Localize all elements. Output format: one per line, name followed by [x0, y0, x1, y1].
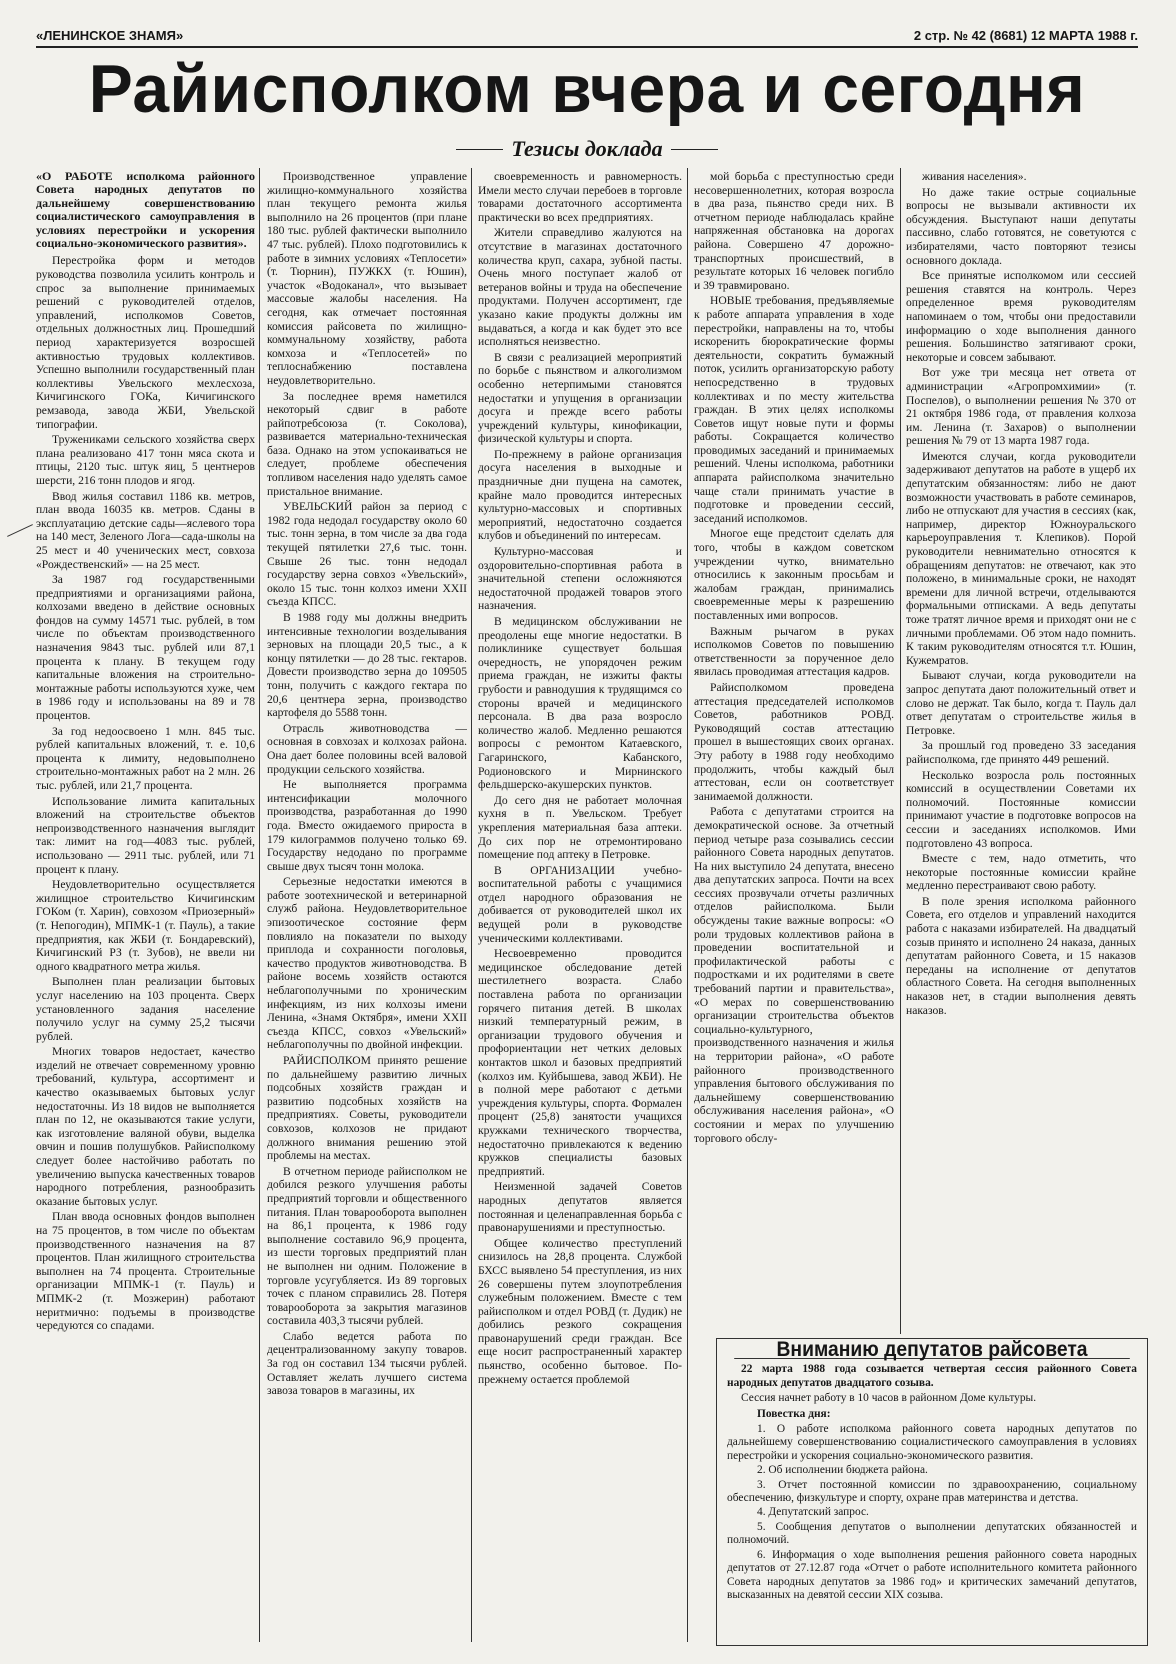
- article-paragraph: Все принятые исполкомом или сессией решения ставятся на контроль. Через определенное время руководителям напоминаем о том, чтобы они предоставили информацию о ходе выполнения данного решения. Большинство затягивают сроки, некоторые и совсем забывают.: [906, 269, 1136, 364]
- column-paragraphs: [694, 170, 894, 1145]
- article-paragraph: Несвоевременно проводится медицинское обследование детей шестилетнего возраста. Слабо поставлена работа по организации горячего питания детей. В школах низкий температурный режим, в организации трудового обучения и профориентации нет четких деловых контактов школ и базовых предприятий (колхоз им. Куйбышева, завод ЖБИ). Не в полной мере работают с детьми учреждения культуры, спорта. Формален процент (25,8) занятости учащихся кружками технического творчества, недостаточно привлекаются к ведению кружков специалисты базовых предприятий.: [478, 947, 682, 1178]
- article-paragraph: Несколько возросла роль постоянных комиссий в осуществлении Советами их полномочий. Постоянные комиссии принимают участие в подготовке вопросов на сессии и заседаниях исполкомов. Ими подготовлено 43 вопроса.: [906, 768, 1136, 850]
- column-divider: [687, 168, 688, 1642]
- article-paragraph: В связи с реализацией мероприятий по борьбе с пьянством и алкоголизмом особенно нетерпимыми становятся недостатки и упущения в организации досуга и прежде всего работы учреждений культуры, кинофикации, физической культуры и спорта.: [478, 350, 682, 446]
- article-paragraph: Выполнен план реализации бытовых услуг населению на 103 процента. Сверх установленного задания население получило услуг на сумму 25,2 тысячи рублей.: [36, 975, 255, 1043]
- article-paragraph: Отрасль животноводства — основная в совхозах и колхозах района. Она дает более половины всей валовой продукции сельского хозяйства.: [267, 721, 467, 776]
- column-paragraphs: [36, 254, 255, 1332]
- article-paragraph: Жители справедливо жалуются на отсутствие в магазинах достаточного количества круп, сахара, зубной пасты. Очень много поступает жалоб от ветеранов войны и труда на обеспечение продуктами. Получен ассортимент, где указано какие продукты должны им выдаваться, а когда и как будет это все исполняться неизвестно.: [478, 226, 682, 349]
- agenda-item: 6. Информация о ходе выполнения решения районного совета народных депутатов от 27.12.87 года «Отчет о работе исполнительного комитета районного Совета народных депутатов за 1986 год» и критических замечаний депутатов, высказанных на девятой сессии XIX созыва.: [727, 1548, 1137, 1601]
- article-paragraph: Тружениками сельского хозяйства сверх плана реализовано 417 тонн мяса скота и птицы, 2120 тыс. штук яиц, 5 центнеров шерсти, 216 тонн плодов и ягод.: [36, 433, 255, 487]
- article-paragraph: Слабо ведется работа по децентрализованному закупу товаров. За год он составил 134 тысячи рублей. Оставляет желать лучшего система завоза товаров в магазины, их: [267, 1329, 467, 1398]
- article-paragraph: Производственное управление жилищно-коммунального хозяйства план текущего ремонта жилья выполнило на 26 процентов (при плане 180 тыс. рублей фактически выполнило 47 тыс. рублей). Плохо подготовились к работе в зимних условиях «Теплосети» (т. Тюрнин), ПУЖКХ (т. Юшин), участок «Водоканал», что вызывает массовые жалобы населения. На сегодня, как отмечает постоянная комиссия райсовета по жилищно-коммунальному хозяйству, работа комхоза и «Теплосетей» по теплоснабжению поставлена неудовлетворительно.: [267, 170, 467, 387]
- headline: Райисполком вчера и сегодня: [88, 51, 1086, 127]
- article-paragraph: Не выполняется программа интенсификации молочного производства, разработанная до 1990 года. Вместо ожидаемого прироста в 179 килограммов получено только 69. Государству недодано по программе свыше двух тысяч тонн молока.: [267, 778, 467, 873]
- notice-body: [717, 1359, 1147, 1607]
- article-paragraph: Многое еще предстоит сделать для того, чтобы в каждом советском учреждении чутко, внимательно относились к законным просьбам и жалобам граждан, принимались своевременные меры к разрешению поставленных ими вопросов.: [694, 527, 894, 622]
- article-paragraph: В ОРГАНИЗАЦИИ учебно-воспитательной работы с учащимися отдел народного образования не добивается от руководителей школ их ведущей роли в руководстве ученическими коллективами.: [478, 863, 682, 945]
- article-paragraph: Культурно-массовая и оздоровительно-спортивная работа в значительной степени осложняются недостаточной продажей товаров этого назначения.: [478, 545, 682, 613]
- article-column-2: [267, 170, 467, 1640]
- notice-intro: 22 марта 1988 года созывается четвертая сессия районного Совета народных депутатов двадцатого созыва.: [727, 1363, 1137, 1389]
- article-paragraph: УВЕЛЬСКИЙ район за период с 1982 года недодал государству около 60 тыс. тонн зерна, в том числе за два года текущей пятилетки 27,6 тыс. тонн. Свыше 26 тыс. тонн недодал государству зерна совхоз «Увельский», около 15 тыс. тонн колхоз имени XXII съезда КПСС.: [267, 500, 467, 609]
- article-paragraph: Имеются случаи, когда руководители задерживают депутатов на работе в ущерб их депутатским обязанностям: либо не дают возможности участвовать в работе семинаров, либо не отпускают для участия в сессиях (как, например, директор Южноуральского карьероуправления т. Клепиков). Порой руководители невнимательно относятся к обращениям депутатов: не отвечают, как это положено, в минимальные сроки, не находят времени для личной встречи, отделываются формальными отписками. А ведь депутаты тоже тратят личное время и приходят они не с личными проблемами. Об этом надо помнить. К таким руководителям относятся т.т. Юшин, Кужемратов.: [906, 449, 1136, 667]
- masthead: [36, 28, 1138, 48]
- agenda-item: 5. Сообщения депутатов о выполнении депутатских обязанностей и полномочий.: [727, 1520, 1137, 1547]
- article-paragraph: За прошлый год проведено 33 заседания райисполкома, где принято 449 решений.: [906, 739, 1136, 766]
- subhead: [36, 137, 1138, 161]
- article-paragraph: Неизменной задачей Советов народных депутатов является постоянная и целенаправленная борьба с правонарушениями и преступностью.: [478, 1180, 682, 1235]
- article-paragraph: Работа с депутатами строится на демократической основе. За отчетный период четыре раза созывались сессии районного Совета народных депутатов. На них выступило 24 депутата, внесено два депутатских запроса. Почти на всех сессиях прозвучали отчеты различных отделов райисполкома. Были обсуждены такие важные вопросы: «О роли трудовых коллективов района в проведении воспитательной и профилактической работы с подростками и их родителями в свете требований партии и правительства», «О мерах по совершенствованию организации строительства объектов социально-культурного, производственного назначения и жилья на территории района», «О работе районного производственного управления бытового обслуживания по дальнейшему совершенствованию обслуживания населения района», «О состоянии и мерах по улучшению торгового обслу-: [694, 805, 894, 1145]
- notice-title: Вниманию депутатов райсовета: [734, 1339, 1130, 1359]
- article-paragraph: Неудовлетворительно осуществляется жилищное строительство Кичигинским ГОКом (т. Харин), совхозом «Приозерный» (т. Непогодин), МПМК-1 (т. Пауль), а такие предприятия, как ЖБИ (т. Бондаревский), Кичигинский РЗ (т. Зубов), не ввели ни одного квадратного метра жилья.: [36, 878, 255, 973]
- article-paragraph: За год недоосвоено 1 млн. 845 тыс. рублей капитальных вложений, т. е. 10,6 процента к лимиту, недовыполнено строительно-монтажных работ на 2 млн. 26 тыс. рублей, или 21,7 процента.: [36, 724, 255, 792]
- article-paragraph: мой борьба с преступностью среди несовершеннолетних, которая возросла в два раза, пьянство среди них. В отчетном периоде наблюдалась крайне напряженная обстановка на дорогах района. Совершено 47 дорожно-транспортных происшествий, в результате которых 16 человек погибло и 39 травмировано.: [694, 170, 894, 292]
- agenda-title: Повестка дня:: [757, 1407, 831, 1420]
- article-paragraph: РАЙИСПОЛКОМ принято решение по дальнейшему развитию личных подсобных хозяйств граждан и развитию подсобных хозяйств на предприятиях. Советы, руководители совхозов, колхозов не придают должного внимания решению этой проблемы на местах.: [267, 1054, 467, 1163]
- article-paragraph: Вот уже три месяца нет ответа от администрации «Агропромхимии» (т. Поспелов), о выполнении решения № 370 от 21 октября 1986 года, от правления колхоза им. Ленина (т. Захаров) о выполнении решения № 79 от 13 марта 1987 года.: [906, 366, 1136, 448]
- article-paragraph: Многих товаров недостает, качество изделий не отвечает современному уровню требований, культура, ассортимент и качество оказываемых бытовых услуг недостаточны. Из 18 видов не выполняется план по 12, не оказываются такие услуги, как изготовление валяной обуви, выделка овчин и пошив полушубков. Райисполкому следует более настойчиво работать по увеличению выпуска качественных товаров народного потребления, разнообразить оказание бытовых услуг.: [36, 1045, 255, 1208]
- newspaper-name: «ЛЕНИНСКОЕ ЗНАМЯ»: [36, 28, 184, 43]
- article-paragraph: живания населения».: [922, 170, 1027, 183]
- article-paragraph: Использование лимита капитальных вложений на строительстве объектов непроизводственного назначения выглядит так: лимит на год—4083 тыс. рублей, использовано — 2911 тыс. рублей, или 71 процент к плану.: [36, 794, 255, 876]
- column-divider: [259, 168, 260, 1642]
- column-paragraphs: [267, 170, 467, 1398]
- article-column-1: [36, 170, 255, 1640]
- subhead-rule-right: [671, 149, 718, 150]
- article-paragraph: В отчетном периоде райисполком не добился резкого улучшения работы предприятий торговли и общественного питания. План товарооборота выполнен на 86,1 процента, к 1986 году выполнение составило 96,9 процента, из шести торговых предприятий план не выполнен ни одним. Положение в торговле усугубляется. Из 89 торговых точек с планом справились 28. Потеря товарооборота за закрытия магазинов составила 403,3 тысячи рублей.: [267, 1164, 467, 1328]
- agenda-item: 3. Отчет постоянной комиссии по здравоохранению, социальному обеспечению, физкультуре и спорту, охране прав материнства и детства.: [727, 1478, 1137, 1505]
- article-paragraph: Общее количество преступлений снизилось на 28,8 процента. Службой БХСС выявлено 54 преступления, из них 26 совершены путем злоупотребления служебным положением. Вместе с тем райисполком и отдел РОВД (т. Дудик) не добились резкого сокращения правонарушений среди граждан. Все еще носит распространенный характер пьянство, особенно бытовое. По-прежнему остается проблемой: [478, 1236, 682, 1386]
- column-paragraphs: [478, 170, 682, 1386]
- column-paragraphs: [906, 170, 1136, 1017]
- article-paragraph: В поле зрения исполкома районного Совета, его отделов и управлений находится работа с наказами избирателей. На двадцатый созыв принято и исполнено 24 наказа, данных депутатам районного Совета, и 15 наказов переданы на исполнение от депутатов областного Совета. На сегодня выполненных наказов нет, в стадии выполнения девять наказов.: [906, 894, 1136, 1017]
- subhead-rule-left: [456, 149, 503, 150]
- column-divider: [471, 168, 472, 1642]
- article-paragraph: В 1988 году мы должны внедрить интенсивные технологии возделывания зерновых на площади 20,5 тыс., а к концу пятилетки — до 28 тыс. гектаров. Довести производство зерна до 109505 тонн, получить с каждого гектара по 20,6 центнера зерна, производство картофеля до 5588 тонн.: [267, 611, 467, 720]
- article-paragraph: В медицинском обслуживании не преодолены еще многие недостатки. В поликлинике существует большая очередность, не упорядочен режим приема граждан, не изжиты факты грубости и равнодушия к трудящимся со стороны врачей и медицинского персонала. В два раза возросло количество жалоб. Медленно решаются вопросы с ремонтом Катаевского, Гагаринского, Кабанского, Родионовского и Мирнинского фельдшерско-акушерских пунктов.: [478, 615, 682, 792]
- agenda-item: 1. О работе исполкома районного совета народных депутатов по дальнейшему совершенствованию социалистического самоуправления в условиях перестройки и ускорения социально-экономического развития.: [727, 1423, 1137, 1462]
- article-paragraph: План ввода основных фондов выполнен на 75 процентов, в том числе по объектам производственного назначения на 87 процентов. План жилищного строительства выполнен на 74 процента. Строительные организации МПМК-1 (т. Пауль) и МПМК-2 (т. Мозжерин) работают неритмично: подъемы в производстве чередуются со спадами.: [36, 1210, 255, 1333]
- article-paragraph: За последнее время наметился некоторый сдвиг в работе райпотребсоюза (т. Соколова), развивается материально-техническая база. Однако на этом успокаиваться не следует, проблеме обеспечения топливом населения надо уделять самое пристальное внимание.: [267, 389, 467, 498]
- article-paragraph: До сего дня не работает молочная кухня в п. Увельском. Требует укрепления материальная база аптеки. До сих пор не отремонтировано помещение под аптеку в Петровке.: [478, 793, 682, 862]
- column-divider: [900, 168, 901, 1334]
- article-paragraph: За 1987 год государственными предприятиями и организациями района, колхозами введено в действие основных фондов на сумму 14571 тыс. рублей, в том числе по объектам производственного назначения 9843 тыс. рублей или 87,1 процента к плану. В текущем году капитальные вложения на строительно-монтажные работы используются хуже, чем в 1986 году и использованы на 89 и 78 процентов.: [36, 573, 255, 723]
- notice-time: Сессия начнет работу в 10 часов в районном Доме культуры.: [741, 1392, 1037, 1405]
- article-paragraph: Бывают случаи, когда руководители на запрос депутата дают положительный ответ и слово не держат. Так было, когда т. Пауль дал ответ депутатам о строительстве жилья в Петровке.: [906, 669, 1136, 737]
- article-paragraph: своевременность и равномерность. Имели место случаи перебоев в торговле товарами достаточного ассортимента практически во всех предприятиях.: [478, 170, 682, 224]
- article-paragraph: Перестройка форм и методов руководства позволила усилить контроль и спрос за выполнение принимаемых решений с руководителей отделов, управлений, исполкомов Советов, отдельных должностных лиц. Прошедший период характеризуется возросшей активностью трудовых коллективов. Успешно выполнили государственный план коллективы Увельского мехлесхоза, Кичигинского ГОКа, Кичигинского ремзавода, завода ЖБИ, Увельской типографии.: [36, 254, 255, 431]
- article-paragraph: Серьезные недостатки имеются в работе зоотехнической и ветеринарной служб района. Неудовлетворительное эпизоотическое состояние ферм повлияло на показатели по выходу приплода и сохранности поголовья, качество продуктов животноводства. В районе восемь хозяйств остаются неблагополучными по хроническим инфекциям, из них колхозы имени Ленина, «Знамя Октября», имени XXII съезда КПСС, совхоз «Увельский» неблагополучны по двойной инфекции.: [267, 875, 467, 1052]
- article-paragraph: Райисполкомом проведена аттестация председателей исполкомов Советов, работников РОВД. Руководящий состав аттестацию прошел в вышестоящих своих органах. Эту работу в 1988 году необходимо продолжить, чтобы каждый был аттестован, если он соответствует занимаемой должности.: [694, 680, 894, 803]
- article-paragraph: Ввод жилья составил 1186 кв. метров, план ввода 16035 кв. метров. Сданы в эксплуатацию детские сады—яслевого тора на 140 мест, Зеленого Лога—сада-школы на 25 мест и 40 ученических мест, совхоза «Рождественский» — на 25 мест.: [36, 489, 255, 571]
- article-paragraph: НОВЫЕ требования, предъявляемые к работе аппарата управления в ходе перестройки, направлены на то, чтобы искоренить бюрократические формы деятельности, сократить бумажный поток, усилить организаторскую работу непосредственно в трудовых коллективах и по месту жительства граждан. В этих целях исполкомы Советов ищут новые пути и формы работы. Сокращается количество проводимых заседаний и принимаемых решений. Члены исполкома, работники аппарата райисполкома значительно чаще стали принимать участие в подготовке и проведении сессий, заседаний исполкомов.: [694, 294, 894, 525]
- article-column-5: [906, 170, 1136, 1336]
- article-paragraph: Вместе с тем, надо отметить, что некоторые постоянные комиссии крайне медленно перестраивают свою работу.: [906, 852, 1136, 893]
- article-column-4: [694, 170, 894, 1336]
- margin-mark: [7, 524, 33, 537]
- agenda-item: 2. Об исполнении бюджета района.: [757, 1464, 928, 1477]
- notice-box: [716, 1338, 1148, 1646]
- article-paragraph: Важным рычагом в руках исполкомов Советов по повышению ответственности за порученное дело явилась проводимая аттестация кадров.: [694, 624, 894, 679]
- agenda-list: [727, 1423, 1137, 1602]
- article-paragraph: Но даже такие острые социальные вопросы не вызывали активности их обсуждения. Выступают наши депутаты пассивно, слабо готовятся, не советуются с избирателями, часто повторяют тезисы основного доклада.: [906, 185, 1136, 267]
- article-lead: «О РАБОТЕ исполкома районного Совета народных депутатов по дальнейшему совершенствованию социалистического самоуправления в условиях перестройки и ускорения социально-экономического развития».: [36, 170, 255, 251]
- subhead-text: Тезисы доклада: [511, 136, 663, 161]
- article-column-3: [478, 170, 682, 1640]
- agenda-item: 4. Депутатский запрос.: [757, 1506, 869, 1519]
- article-paragraph: По-прежнему в районе организация досуга населения в выходные и праздничные дни пущена на самотек, крайне мало проводится интересных культурно-массовых и спортивных мероприятий, недостаточно создается клубов и объединений по интересам.: [478, 447, 682, 543]
- issue-info: 2 стр. № 42 (8681) 12 МАРТА 1988 г.: [913, 28, 1138, 43]
